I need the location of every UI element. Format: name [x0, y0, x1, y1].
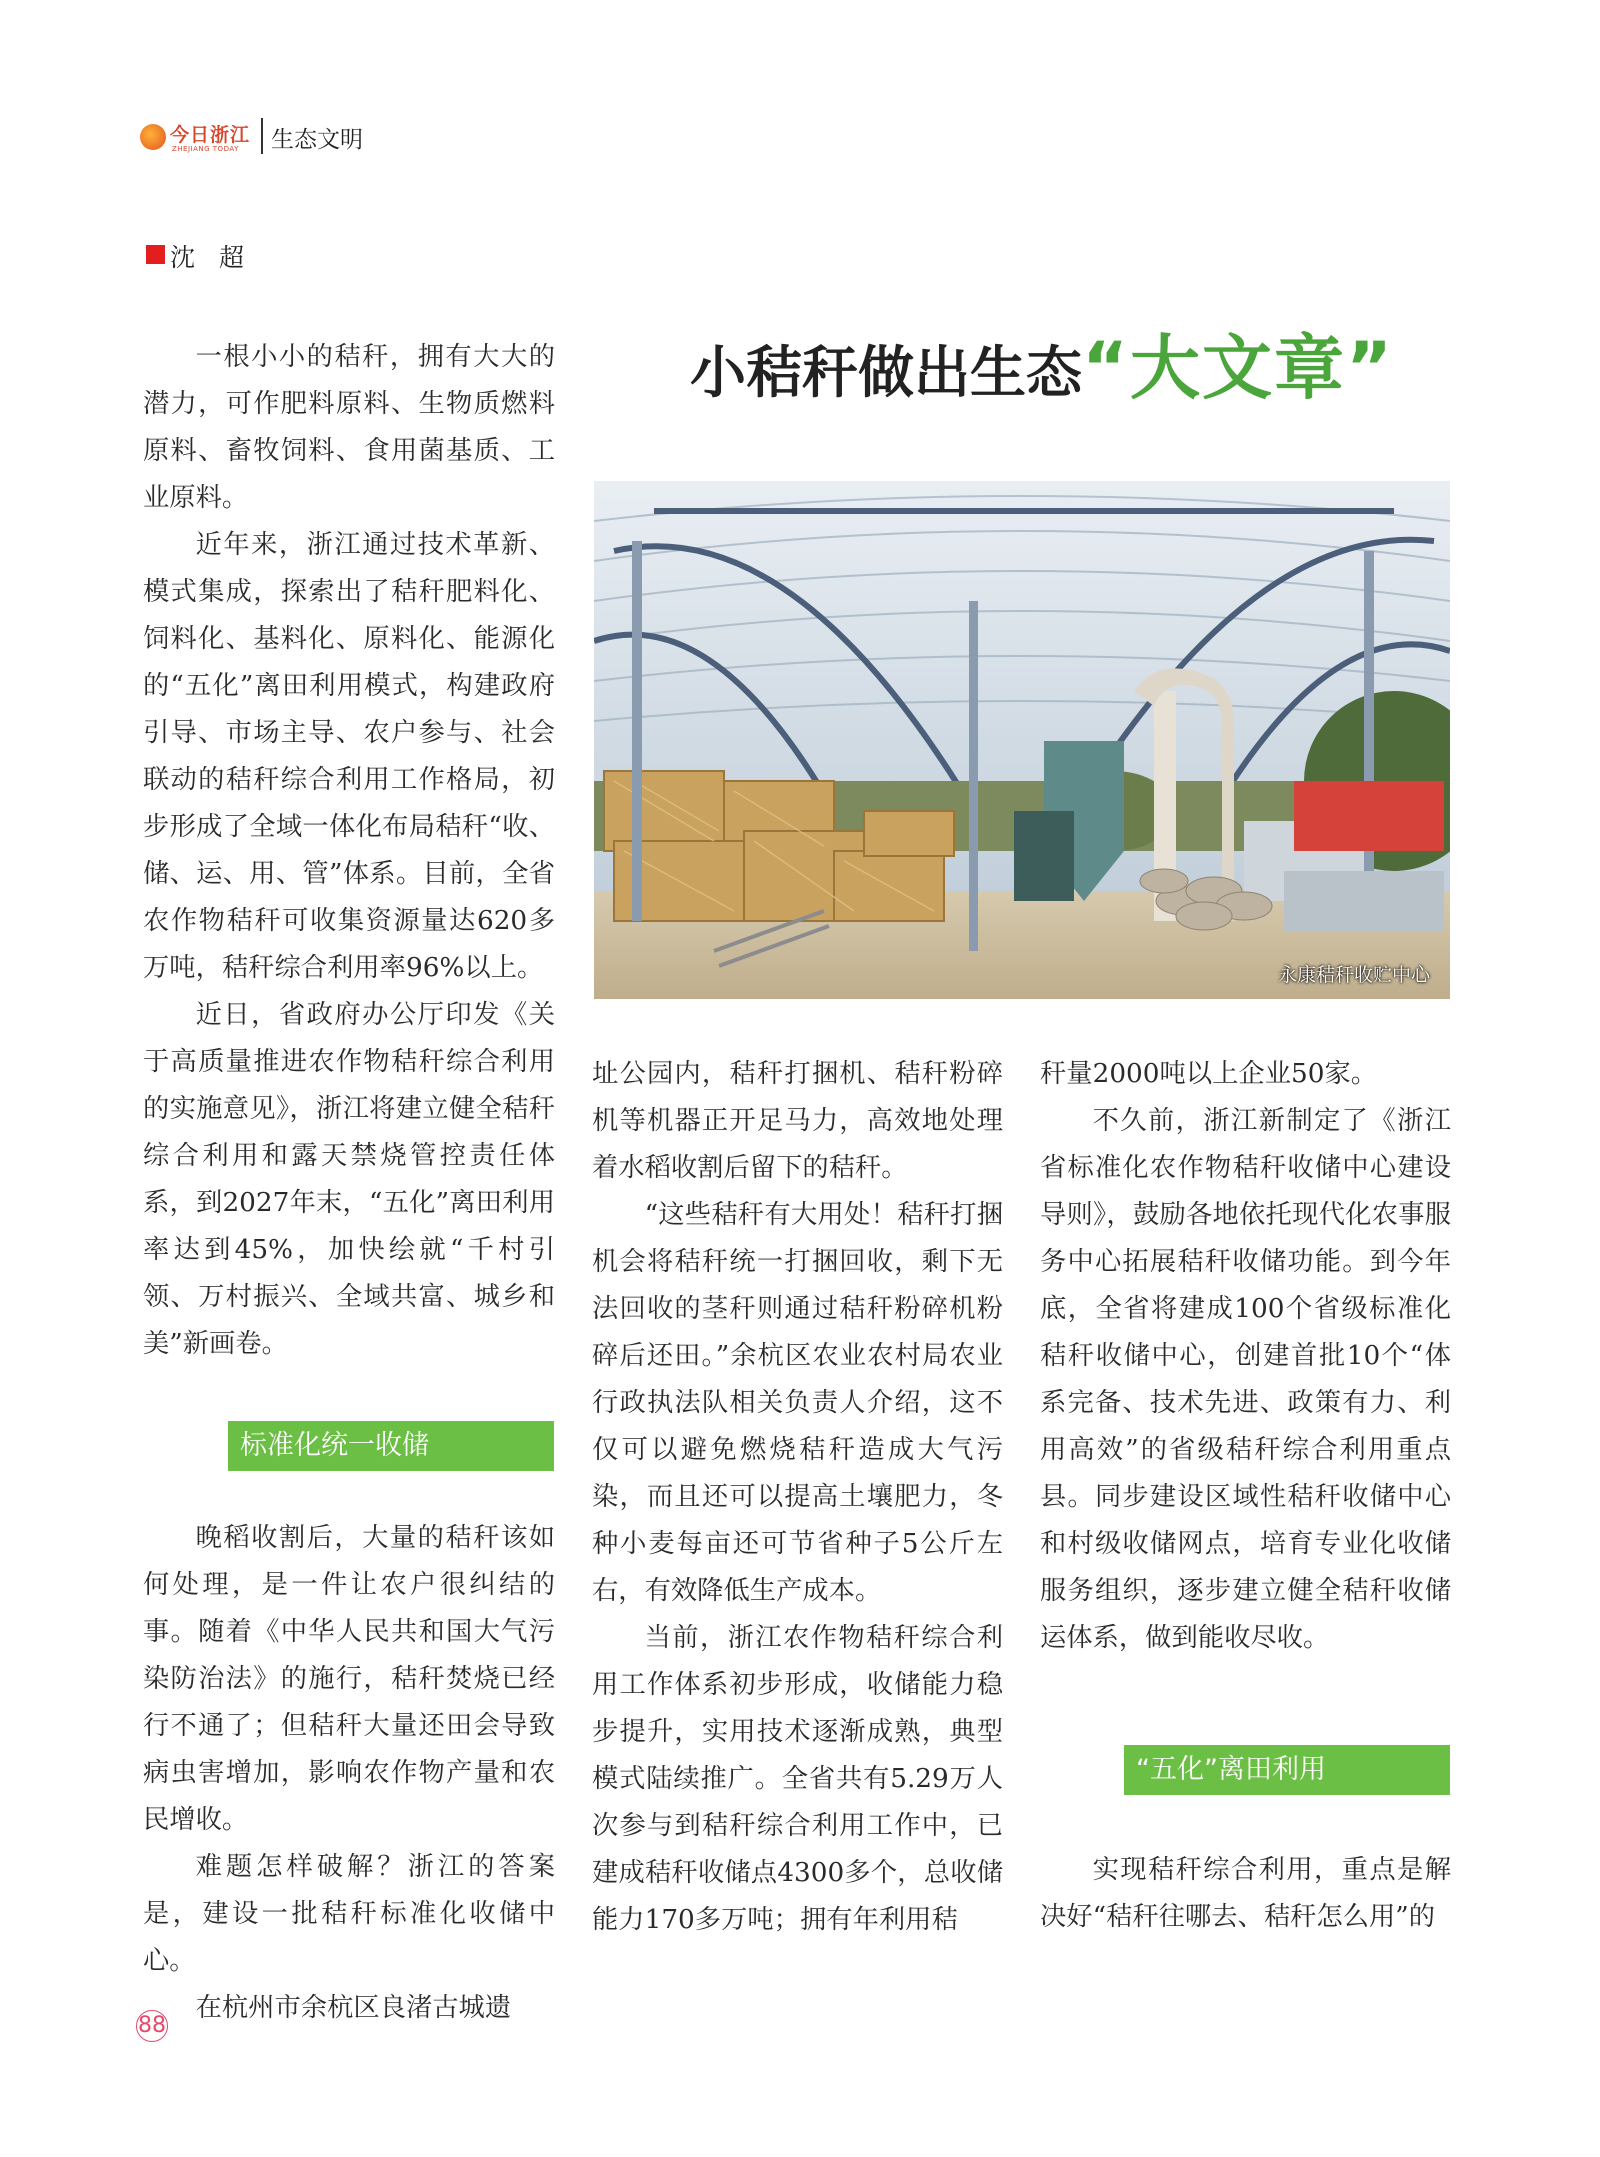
subheading-five-uses: “五化”离田利用 [1124, 1745, 1450, 1795]
article-title [690, 312, 1394, 413]
author-name: 沈超 [170, 243, 269, 272]
header-divider [261, 118, 263, 154]
paragraph: 不久前，浙江新制定了《浙江省标准化农作物秸秆收储中心建设导则》，鼓励各地依托现代化农事服务中心拓展秸秆收储功能。到今年底，全省将建成100个省级标准化秸秆收储中心，创建首批10个“体系完备、技术先进、政策有力、利用高效”的省级秸秆综合利用重点县。同步建设区域性秸秆收储中心和村级收储网点，培育专业化收储服务组织，逐步建立健全秸秆收储运体系，做到能收尽收。 [1040, 1106, 1451, 1653]
article-photo [594, 481, 1450, 999]
straw-storage-shed-image [594, 481, 1450, 999]
photo-caption: 永康秸秆收贮中心 [1277, 964, 1430, 986]
publication-logo [138, 116, 258, 160]
article-column-1 [143, 334, 555, 1368]
section-name: 生态文明 [271, 127, 363, 153]
paragraph: 在杭州市余杭区良渚古城遗 [195, 1993, 512, 2023]
paragraph: 址公园内，秸秆打捆机、秸秆粉碎机等机器正开足马力，高效地处理着水稻收割后留下的秸秆。 [592, 1059, 1003, 1183]
article-column-3-lower [1040, 1847, 1451, 1941]
logo-text: 今日浙江 [170, 124, 251, 146]
paragraph: 当前，浙江农作物秸秆综合利用工作体系初步形成，收储能力稳步提升，实用技术逐渐成熟，典型模式陆续推广。全省共有5.29万人次参与到秸秆综合利用工作中，已建成秸秆收储点4300多个，总收储能力170多万吨；拥有年利用秸 [592, 1623, 1003, 1935]
author-marker-icon [146, 245, 165, 264]
paragraph: 晚稻收割后，大量的秸秆该如何处理，是一件让农户很纠结的事。随着《中华人民共和国大气污染防治法》的施行，秸秆焚烧已经行不通了；但秸秆大量还田会导致病虫害增加，影响农作物产量和农民增收。 [143, 1523, 555, 1835]
paragraph: 秆量2000吨以上企业50家。 [1040, 1059, 1378, 1089]
article-column-3 [1040, 1051, 1451, 1662]
page-number: 88 [136, 2010, 168, 2042]
paragraph: 近年来，浙江通过技术革新、模式集成，探索出了秸秆肥料化、饲料化、基料化、原料化、能源化的“五化”离田利用模式，构建政府引导、市场主导、农户参与、社会联动的秸秆综合利用工作格局，初步形成了全域一体化布局秸秆“收、储、运、用、管”体系。目前，全省农作物秸秆可收集资源量达620多万吨，秸秆综合利用率96%以上。 [143, 530, 555, 983]
article-column-1-lower [143, 1515, 555, 2032]
paragraph: 实现秸秆综合利用，重点是解决好“秸秆往哪去、秸秆怎么用”的 [1040, 1855, 1451, 1932]
subheading-standardized-storage: 标准化统一收储 [228, 1421, 554, 1471]
title-main: 小秸秆做出生态 [690, 341, 1082, 406]
title-highlight: “大文章” [1082, 327, 1395, 409]
paragraph: 难题怎样破解？浙江的答案是，建设一批秸秆标准化收储中心。 [143, 1852, 555, 1976]
paragraph: “这些秸秆有大用处！秸秆打捆机会将秸秆统一打捆回收，剩下无法回收的茎秆则通过秸秆粉碎机粉碎后还田。”余杭区农业农村局农业行政执法队相关负责人介绍，这不仅可以避免燃烧秸秆造成大气污染，而且还可以提高土壤肥力，冬种小麦每亩还可节省种子5公斤左右，有效降低生产成本。 [592, 1200, 1003, 1606]
paragraph: 近日，省政府办公厅印发《关于高质量推进农作物秸秆综合利用的实施意见》，浙江将建立健全秸秆综合利用和露天禁烧管控责任体系，到2027年末，“五化”离田利用率达到45%，加快绘就“千村引领、万村振兴、全域共富、城乡和美”新画卷。 [143, 1000, 555, 1359]
article-column-2 [592, 1051, 1003, 1944]
sun-logo-icon [140, 124, 166, 150]
logo-subtext: ZHEJIANG TODAY [172, 145, 239, 153]
paragraph: 一根小小的秸秆，拥有大大的潜力，可作肥料原料、生物质燃料原料、畜牧饲料、食用菌基质、工业原料。 [143, 342, 555, 513]
